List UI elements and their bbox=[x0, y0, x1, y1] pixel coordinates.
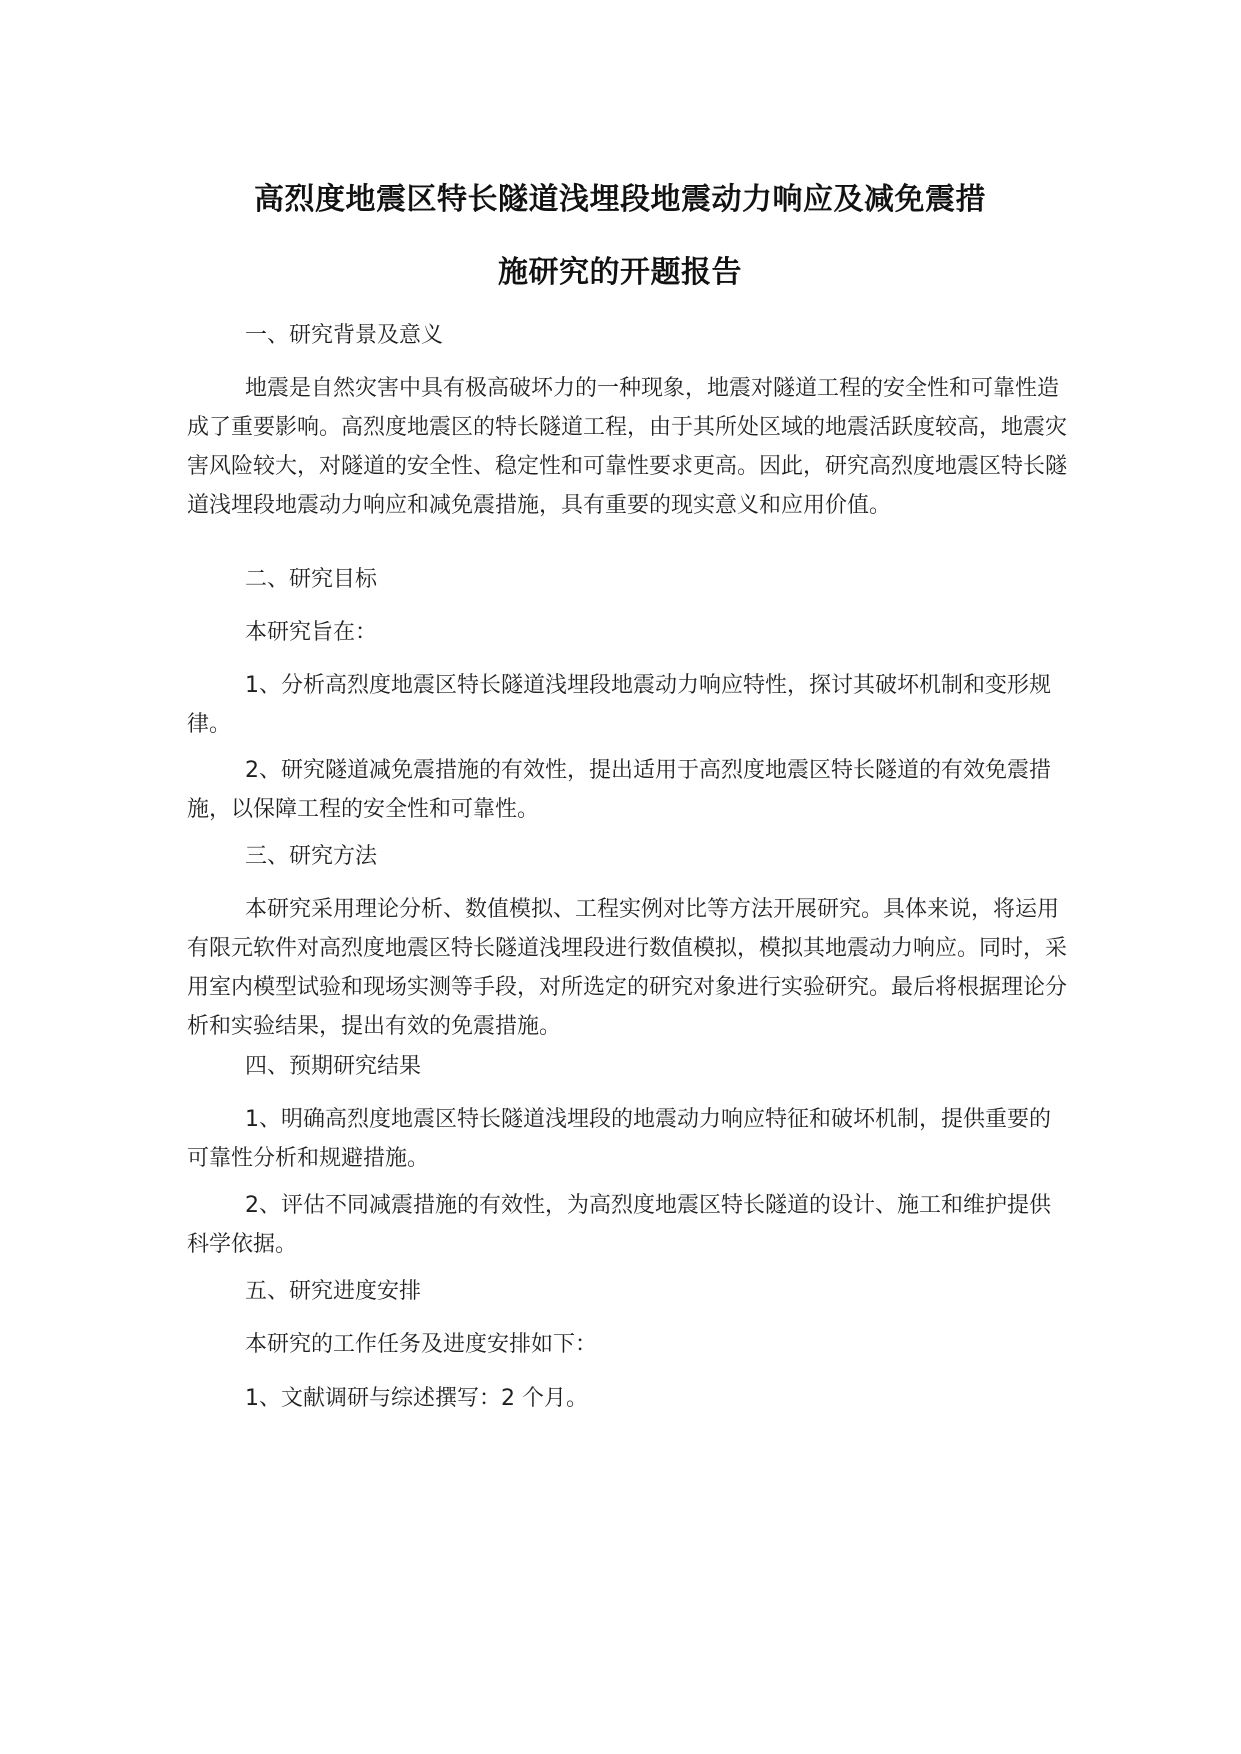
section-4-item-1: 1、明确高烈度地震区特长隧道浅埋段的地震动力响应特征和破坏机制，提供重要的可靠性分析和规避措施。 bbox=[187, 1107, 1051, 1171]
section-2-heading: 二、研究目标 bbox=[245, 567, 378, 592]
section-2-item-1: 1、分析高烈度地震区特长隧道浅埋段地震动力响应特性，探讨其破坏机制和变形规律。 bbox=[187, 673, 1051, 737]
section-1-heading: 一、研究背景及意义 bbox=[245, 323, 444, 348]
section-4-heading: 四、预期研究结果 bbox=[245, 1054, 422, 1079]
section-2-item-2: 2、研究隧道减免震措施的有效性，提出适用于高烈度地震区特长隧道的有效免震措施，以保障工程的安全性和可靠性。 bbox=[187, 758, 1051, 822]
section-2-intro: 本研究旨在： bbox=[245, 620, 378, 645]
section-3-paragraph: 本研究采用理论分析、数值模拟、工程实例对比等方法开展研究。具体来说，将运用有限元软件对高烈度地震区特长隧道浅埋段进行数值模拟，模拟其地震动力响应。同时，采用室内模型试验和现场实测等手段，对所选定的研究对象进行实验研究。最后将根据理论分析和实验结果，提出有效的免震措施。 bbox=[187, 897, 1068, 1039]
title-line-1: 高烈度地震区特长隧道浅埋段地震动力响应及减免震措 bbox=[254, 182, 986, 217]
section-3-heading: 三、研究方法 bbox=[245, 844, 378, 869]
title-line-2: 施研究的开题报告 bbox=[498, 255, 742, 290]
section-4-item-2: 2、评估不同减震措施的有效性，为高烈度地震区特长隧道的设计、施工和维护提供科学依据。 bbox=[187, 1193, 1051, 1257]
section-5-item-1: 1、文献调研与综述撰写：2 个月。 bbox=[245, 1386, 588, 1411]
section-5-heading: 五、研究进度安排 bbox=[245, 1279, 422, 1304]
section-1-paragraph: 地震是自然灾害中具有极高破坏力的一种现象，地震对隧道工程的安全性和可靠性造成了重要影响。高烈度地震区的特长隧道工程，由于其所处区域的地震活跃度较高，地震灾害风险较大，对隧道的安全性、稳定性和可靠性要求更高。因此，研究高烈度地震区特长隧道浅埋段地震动力响应和减免震措施，具有重要的现实意义和应用价值。 bbox=[187, 376, 1068, 518]
section-5-intro: 本研究的工作任务及进度安排如下： bbox=[245, 1332, 598, 1357]
